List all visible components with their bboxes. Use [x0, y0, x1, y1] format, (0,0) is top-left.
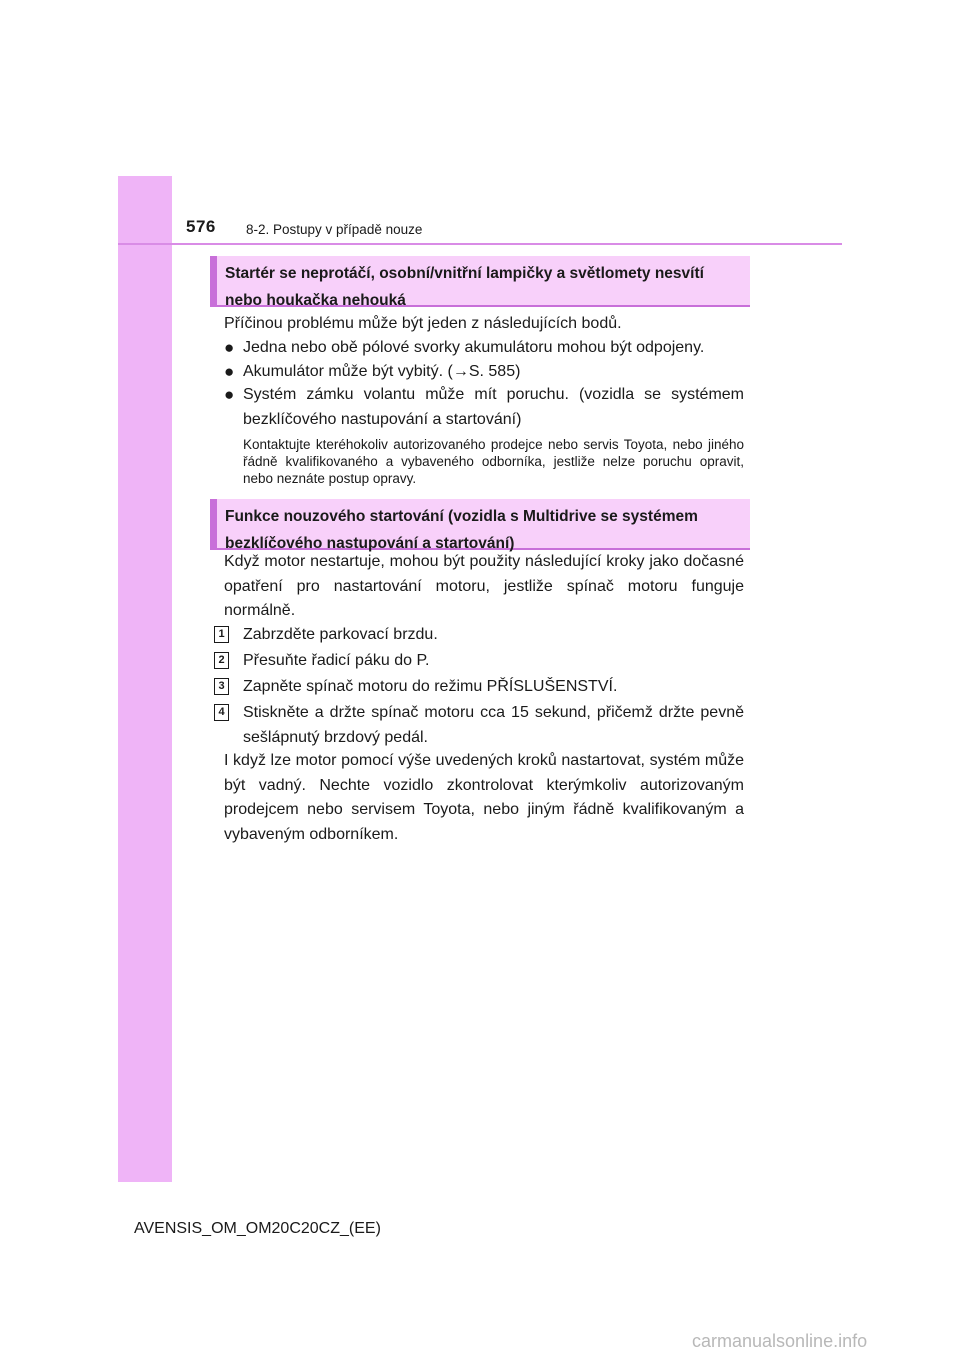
- step-text: Přesuňte řadicí páku do P.: [243, 652, 430, 669]
- bullet-item: [224, 383, 744, 432]
- step-number: 2: [214, 652, 229, 669]
- bullet-text: Systém zámku volantu může mít poruchu. (vozidla se systémem bezklíčového nastupování a startování): [243, 386, 744, 428]
- header-divider: [118, 243, 842, 245]
- step-number: 1: [214, 626, 229, 643]
- step-text: Zabrzděte parkovací brzdu.: [243, 626, 438, 643]
- page-number: 576: [186, 217, 216, 236]
- document-footer-code: AVENSIS_OM_OM20C20CZ_(EE): [134, 1220, 381, 1237]
- bullet-item: [224, 336, 744, 361]
- bullet-icon: ●: [224, 362, 235, 381]
- bullet-text: Akumulátor může být vybitý. (→S. 585): [243, 363, 521, 380]
- step-number: 3: [214, 678, 229, 695]
- bullet-item: [224, 360, 744, 385]
- bullet-text: Jedna nebo obě pólové svorky akumulátoru mohou být odpojeny.: [243, 339, 705, 356]
- section2-outro: I když lze motor pomocí výše uvedených kroků nastartovat, systém může být vadný. Nechte vozidlo zkontrolovat kterýmkoliv autorizovaným prodejcem nebo servisem Toyota, nebo jiným řádně kvalifikovaným a vybaveným odborníkem.: [224, 752, 744, 843]
- watermark: carmanualsonline.info: [692, 1331, 868, 1351]
- section1-intro: Příčinou problému může být jeden z následujících bodů.: [224, 315, 622, 332]
- section-heading-emergency-start: Funkce nouzového startování (vozidla s Multidrive se systémem bezklíčového nastupování a startování): [210, 499, 750, 550]
- bullet-icon: ●: [224, 385, 235, 404]
- section2-intro: Když motor nestartuje, mohou být použity následující kroky jako dočasné opatření pro nastartování motoru, jestliže spínač motoru funguje normálně.: [224, 553, 744, 619]
- step-item: [214, 675, 744, 700]
- section1-note: Kontaktujte kteréhokoliv autorizovaného prodejce nebo servis Toyota, nebo jiného řádně kvalifikovaného a vybaveného odborníka, jestliže nelze poruchu opravit, nebo neznáte postup opravy.: [243, 437, 744, 486]
- step-item: [214, 649, 744, 674]
- section-label: 8-2. Postupy v případě nouze: [246, 222, 423, 237]
- step-item: [214, 623, 744, 648]
- section-heading-starter: Startér se neprotáčí, osobní/vnitřní lampičky a světlomety nesvítí nebo houkačka nehouká: [210, 256, 750, 307]
- bullet-icon: ●: [224, 338, 235, 357]
- step-text: Stiskněte a držte spínač motoru cca 15 sekund, přičemž držte pevně sešlápnutý brzdový pedál.: [243, 704, 744, 746]
- step-item: [214, 701, 744, 750]
- step-number: 4: [214, 704, 229, 721]
- step-text: Zapněte spínač motoru do režimu PŘÍSLUŠENSTVÍ.: [243, 678, 618, 695]
- side-tab-bar: [118, 176, 172, 1182]
